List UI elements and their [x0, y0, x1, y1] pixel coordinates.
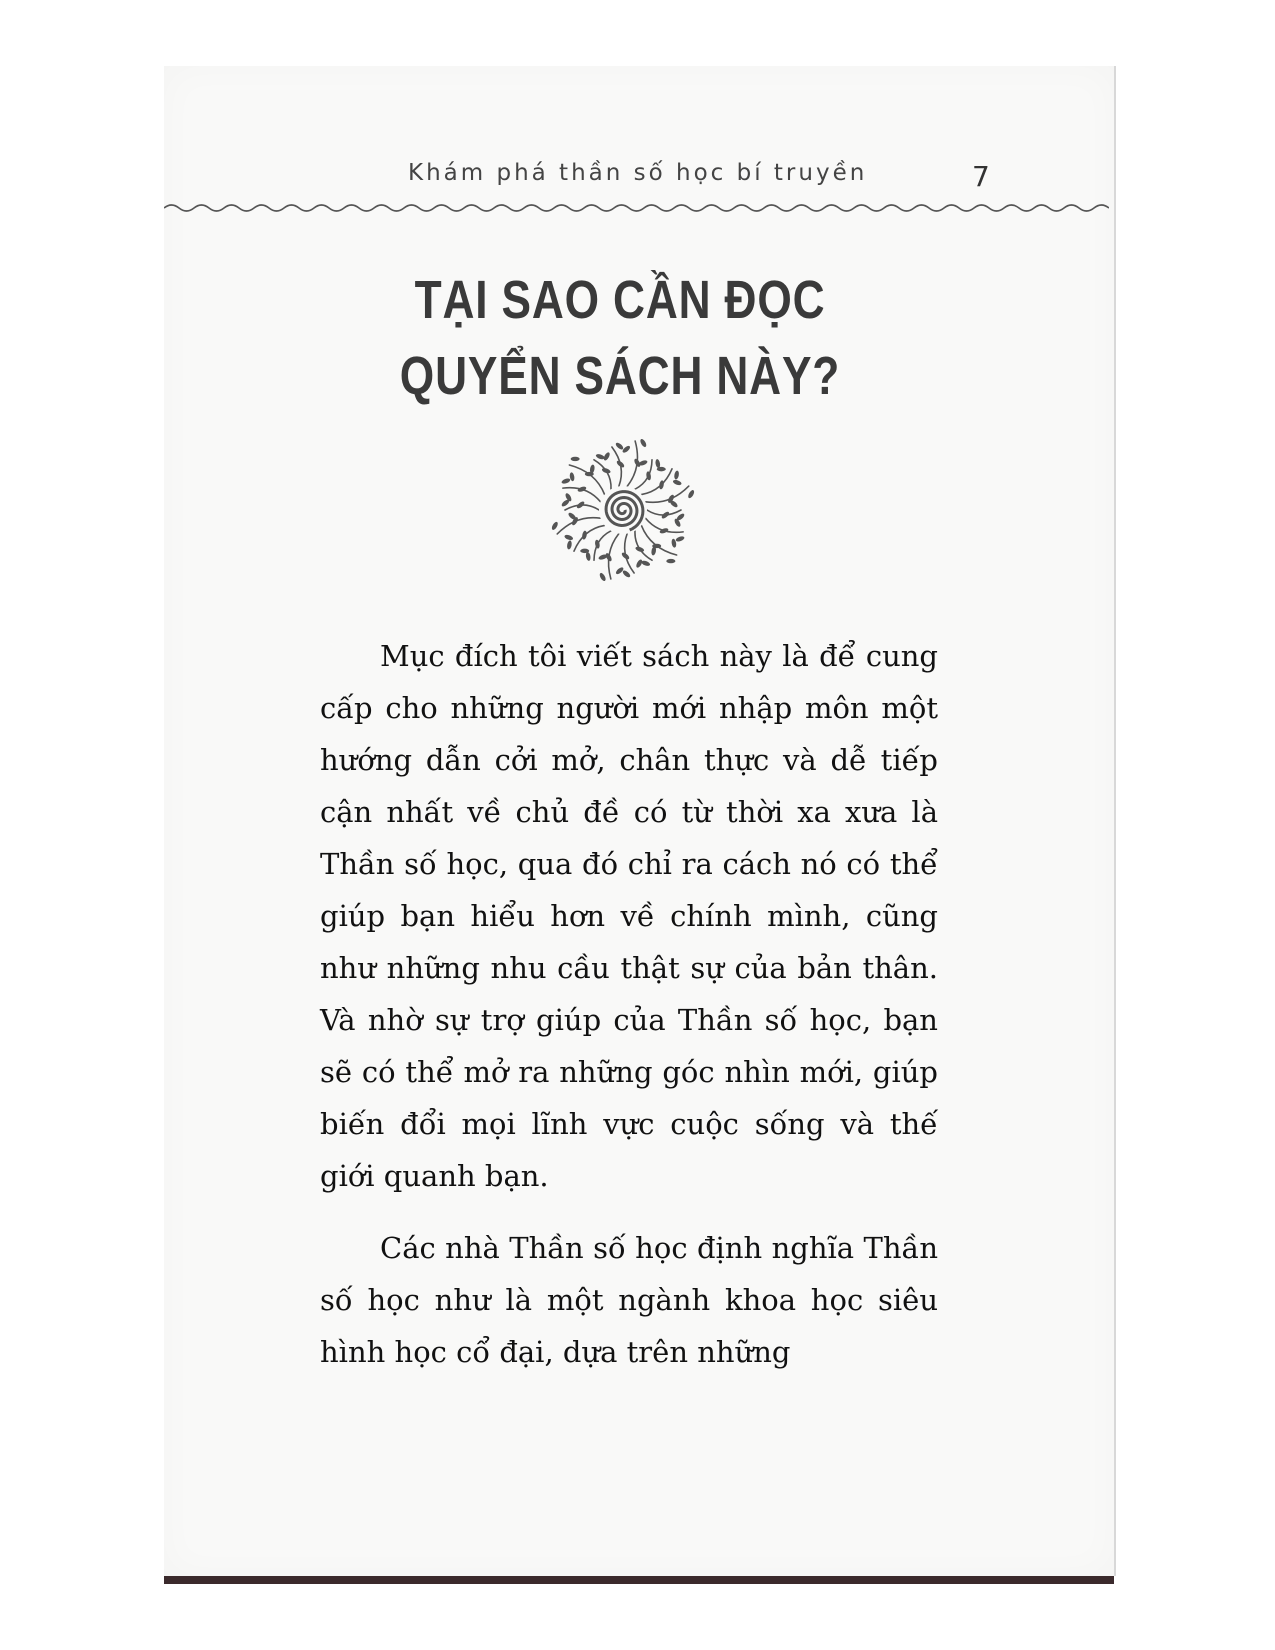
ornament-leaf — [561, 477, 571, 484]
ornament-leaf — [635, 546, 645, 553]
ornament-branch — [612, 447, 622, 486]
ornament-leaf — [595, 453, 605, 460]
page-number: 7 — [972, 160, 990, 193]
ornament-leaf — [615, 566, 625, 575]
ornament-leaf — [672, 479, 682, 486]
chapter-title — [358, 262, 883, 414]
ornament-leaf — [657, 467, 666, 471]
paragraph-2: Các nhà Thần số học định nghĩa Thần số học như là một ngành khoa học siêu hình học cổ đại, dựa trên những — [320, 1231, 938, 1369]
ornament-leaf — [580, 549, 589, 553]
ornament-leaf — [666, 559, 675, 563]
ornament-leaf — [564, 534, 574, 541]
ornament-leaf — [641, 560, 651, 567]
ornament-leaf — [566, 540, 572, 550]
ornament-leaf — [621, 445, 631, 454]
running-header: Khám phá thần số học bí truyền — [408, 160, 868, 186]
spiral-tree-ornament-icon — [548, 430, 698, 590]
ornament-leaf — [659, 527, 669, 534]
ornament-branch — [569, 465, 604, 495]
ornament-branch — [641, 469, 672, 495]
ornament-leaf — [571, 457, 580, 461]
ornament-branch — [635, 531, 652, 560]
ornament-leaf — [599, 572, 607, 582]
ornament-branch — [574, 525, 605, 551]
ornament-leaf — [639, 438, 647, 448]
ornament-leaf — [551, 521, 559, 531]
ornament-branch — [625, 534, 635, 573]
ornament-leaf — [674, 470, 680, 480]
body-text — [320, 630, 938, 1378]
chapter-title-line-2: QUYỂN SÁCH NÀY? — [399, 346, 841, 406]
ornament-branch — [557, 518, 600, 534]
ornament-leaf — [687, 489, 695, 499]
ornament-branch — [594, 460, 611, 489]
ornament-leaf — [615, 442, 625, 451]
chapter-title-line-1: TẠI SAO CẦN ĐỌC — [414, 270, 826, 330]
paragraph-1: Mục đích tôi viết sách này là để cung cấp cho những người mới nhập môn một hướng dẫn cởi mở, chân thực và dễ tiếp cận nhất về chủ đề có từ thời xa xưa là Thần số học, qua đó chỉ ra cách nó có thể giúp bạn hiểu hơn về chính mình, cũng như những nhu cầu thật sự của bản thân. Và nhờ sự trợ giúp của Thần số học, bạn sẽ có thể mở ra những góc nhìn mới, giúp biến đổi mọi lĩnh vực cuộc sống và thế giới quanh bạn. — [320, 639, 938, 1193]
ornament-leaf — [622, 569, 632, 578]
ornament-leaf — [655, 459, 661, 469]
ornament-leaf — [675, 535, 685, 542]
ornament-leaf — [601, 467, 611, 474]
page-bottom-edge — [164, 1576, 1114, 1584]
wavy-header-rule — [164, 198, 1109, 218]
ornament-leaf — [585, 552, 591, 562]
ornament-leaf — [577, 486, 587, 493]
ornament-branch — [646, 486, 689, 502]
ornament-branch — [641, 525, 676, 555]
